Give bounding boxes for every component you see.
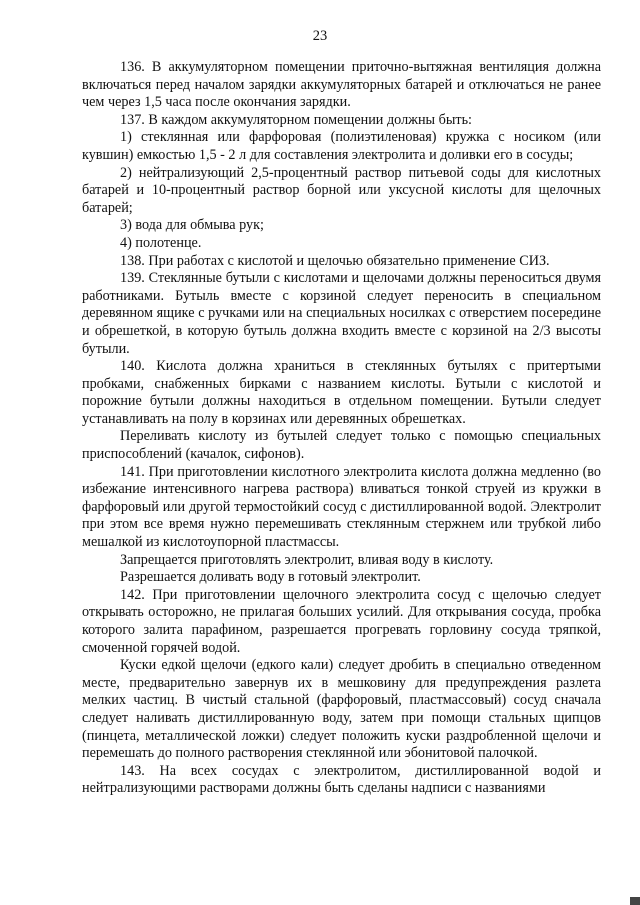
list-item-2: 2) нейтрализующий 2,5-процентный раствор питьевой соды для кислотных батарей и 10-процентный раствор борной или уксусной кислоты для щелочных батарей; [82,164,601,216]
list-item-3: 3) вода для обмыва рук; [120,217,264,234]
paragraph-139: 139. Стеклянные бутыли с кислотами и щелочами должны переноситься двумя работниками. Бутыль вместе с корзиной следует переносить в специальном деревянном ящике с ручками или на специальных носилках с отверстием посередине и обрешеткой, в которую бутыль должна входить вместе с корзиной на 2/3 высоты бутыли. [82,270,601,357]
list-item-1: 1) стеклянная или фарфоровая (полиэтиленовая) кружка с носиком (или кувшин) емкостью 1,5 - 2 л для составления электролита и доливки его в сосуды; [82,129,601,163]
paragraph-136: 136. В аккумуляторном помещении приточно-вытяжная вентиляция должна включаться перед началом зарядки аккумуляторных батарей и отключаться не ранее чем через 1,5 часа после окончания зарядки. [82,59,601,111]
paragraph-141: 141. При приготовлении кислотного электролита кислота должна медленно (во избежание интенсивного нагрева раствора) вливаться тонкой струей из кружки в фарфоровый или другой термостойкий сосуд с дистиллированной водой. Электролит при этом все время нужно перемешивать стеклянным стержнем или трубкой либо мешалкой из кислотоупорной пластмассы. [82,463,601,551]
document-body [82,59,601,798]
paragraph-140-continued: Переливать кислоту из бутылей следует только с помощью специальных приспособлений (качалок, сифонов). [82,428,601,463]
paragraph-140: 140. Кислота должна храниться в стеклянных бутылях с притертыми пробками, снабженных бирками с названием кислоты. Бутыли с кислотой и порожние бутыли должны находиться в отдельном помещении. Бутыли следует устанавливать на полу в корзинах или деревянных обрешетках. [82,358,601,427]
paragraph-142-continued: Куски едкой щелочи (едкого кали) следует дробить в специально отведенном месте, предварительно завернув их в мешковину для предупреждения разлета мелких частиц. В чистый стальной (фарфоровый, пластмассовый) сосуд сначала следует наливать дистиллированную воду, затем при помощи стальных щипцов (пинцета, металлической ложки) следует положить куски раздробленной щелочи и перемешать до полного растворения стеклянной или эбонитовой палочкой. [82,657,601,762]
list-item-4: 4) полотенце. [120,234,202,251]
scan-artifact [630,897,640,905]
paragraph-142: 142. При приготовлении щелочного электролита сосуд с щелочью следует открывать осторожно, не прилагая больших усилий. Для открывания сосуда, пробка которого залита парафином, разрешается прогревать горловину сосуда тряпкой, смоченной горячей водой. [82,586,601,656]
paragraph-141-prohibition: Запрещается приготовлять электролит, вливая воду в кислоту. [120,551,494,568]
paragraph-138: 138. При работах с кислотой и щелочью обязательно применение СИЗ. [120,252,550,269]
paragraph-141-permission: Разрешается доливать воду в готовый электролит. [120,569,421,586]
paragraph-137: 137. В каждом аккумуляторном помещении должны быть: [120,111,472,128]
paragraph-143: 143. На всех сосудах с электролитом, дистиллированной водой и нейтрализующими растворами должны быть сделаны надписи с названиями [82,762,601,797]
page-number: 23 [312,28,328,44]
